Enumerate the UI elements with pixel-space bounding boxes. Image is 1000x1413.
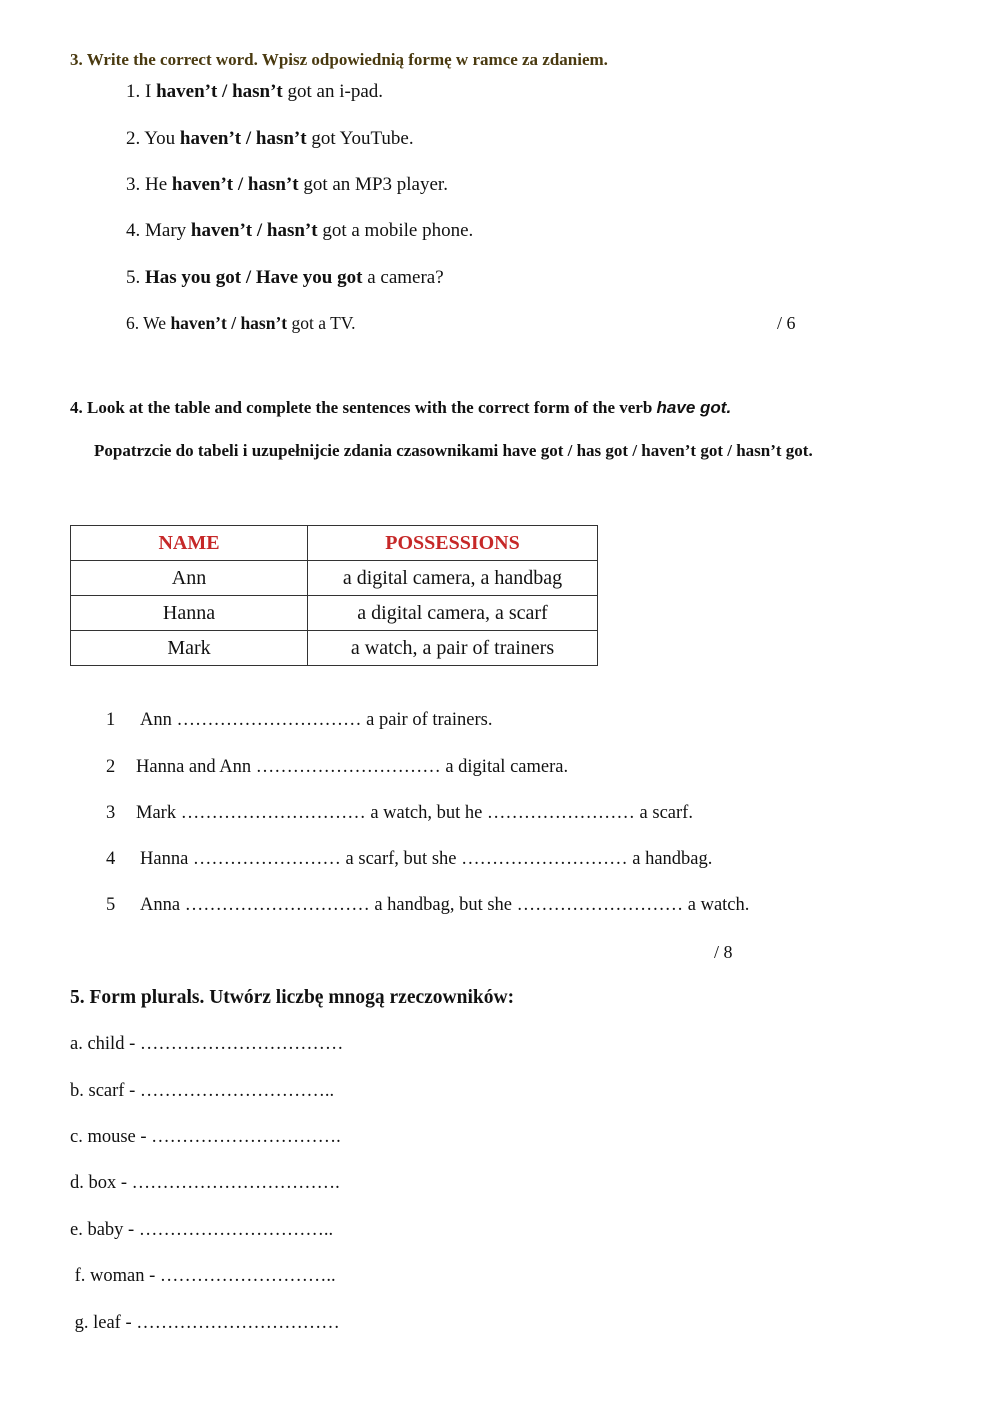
- table-cell-possessions: a digital camera, a handbag: [308, 561, 598, 596]
- table-cell-possessions: a watch, a pair of trainers: [308, 631, 598, 666]
- verb-have-got: have got.: [656, 398, 732, 417]
- table-row: [71, 631, 598, 666]
- plural-item-leaf: g. leaf - ……………………………: [70, 1313, 340, 1333]
- exercise-4-sentence-1: 1 Ann ………………………… a pair of trainers.: [106, 710, 493, 730]
- plural-item-woman: f. woman - ………………………..: [70, 1266, 336, 1286]
- exercise-3-item-1: 1. I haven’t / hasn’t got an i-pad.: [126, 81, 384, 102]
- answer-options: haven’t / hasn’t: [171, 174, 299, 195]
- plural-item-baby: e. baby - …………………………..: [70, 1220, 334, 1240]
- answer-options: Has you got / Have you got: [145, 267, 363, 288]
- section-4-title: 4. Look at the table and complete the sentences with the correct form of the verb have got.: [70, 398, 732, 417]
- exercise-3-item-3: 3. He haven’t / hasn’t got an MP3 player.: [126, 174, 448, 195]
- section-4-subtitle: Popatrzcie do tabeli i uzupełnijcie zdania czasownikami have got / has got / haven’t got / hasn’t got.: [94, 441, 813, 460]
- exercise-4-sentence-5: 5 Anna ………………………… a handbag, but she ……………………… a watch.: [106, 895, 750, 915]
- table-cell-name: Hanna: [71, 596, 308, 631]
- answer-options: haven’t / hasn’t: [190, 220, 318, 241]
- section-4-score: / 8: [714, 942, 733, 962]
- answer-options: haven’t / hasn’t: [170, 313, 288, 333]
- exercise-3-item-5: 5. Has you got / Have you got a camera?: [126, 267, 444, 288]
- table-cell-possessions: a digital camera, a scarf: [308, 596, 598, 631]
- plural-item-child: a. child - ……………………………: [70, 1034, 344, 1054]
- plural-item-box: d. box - …………………………….: [70, 1173, 340, 1193]
- exercise-4-sentence-2: 2 Hanna and Ann ………………………… a digital camera.: [106, 757, 569, 777]
- section-5-title: 5. Form plurals. Utwórz liczbę mnogą rzeczowników:: [70, 987, 515, 1008]
- section-3-title: 3. Write the correct word. Wpisz odpowiednią formę w ramce za zdaniem.: [70, 50, 608, 69]
- table-cell-name: Ann: [71, 561, 308, 596]
- exercise-3-item-2: 2. You haven’t / hasn’t got YouTube.: [126, 128, 414, 149]
- column-header-name: NAME: [71, 526, 308, 561]
- table-row: [71, 596, 598, 631]
- table-header-row: [71, 526, 598, 561]
- answer-options: haven’t / hasn’t: [179, 128, 307, 149]
- table-row: [71, 561, 598, 596]
- plural-item-mouse: c. mouse - ………………………….: [70, 1127, 341, 1147]
- answer-options: haven’t / hasn’t: [156, 81, 283, 102]
- plural-item-scarf: b. scarf - …………………………..: [70, 1081, 335, 1101]
- table-cell-name: Mark: [71, 631, 308, 666]
- exercise-3-item-4: 4. Mary haven’t / hasn’t got a mobile phone.: [126, 220, 474, 241]
- column-header-possessions: POSSESSIONS: [308, 526, 598, 561]
- exercise-4-sentence-4: 4 Hanna …………………… a scarf, but she ……………………… a handbag.: [106, 849, 713, 869]
- exercise-3-item-6: 6. We haven’t / hasn’t got a TV.: [126, 313, 356, 333]
- possessions-table: [70, 525, 598, 666]
- section-3-score: / 6: [777, 313, 796, 333]
- exercise-4-sentence-3: 3 Mark ………………………… a watch, but he …………………… a scarf.: [106, 803, 693, 823]
